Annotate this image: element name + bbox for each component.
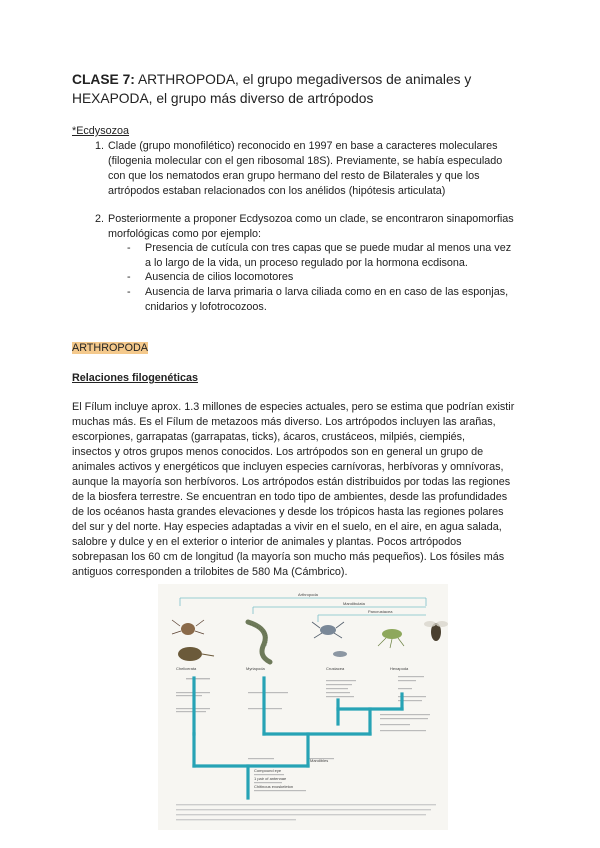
item-1-line: (filogenia molecular con el gen ribosomal 18S). Previamente, se había especulado: [108, 155, 503, 167]
item-1-number: 1.: [94, 140, 104, 152]
arthropoda-highlight: ARTHROPODA: [72, 342, 148, 354]
hexapoda-illustration: [378, 621, 448, 648]
item-1-text: [108, 139, 548, 199]
phylogeny-svg: [158, 584, 448, 830]
node-antennae: 1 pair of antennae: [254, 776, 287, 781]
label-pancrustacea: Pancrustacea: [368, 609, 393, 614]
label-arthropoda: Arthropoda: [298, 592, 318, 597]
paragraph-line: aunque la mayoría son herbívoros. Los artrópodos están distribuidos por todas las regiones: [72, 476, 511, 488]
bullet-dash: -: [127, 242, 131, 254]
relaciones-heading: Relaciones filogenéticas: [72, 372, 199, 384]
item-1-line: con que los nematodos eran grupo hermano del resto de Bilaterales y que los: [108, 170, 480, 182]
page-title: [72, 70, 542, 108]
paragraph-line: salobre y dulce y en el exterior o interior de animales y plantas. Pocos artrópodos: [72, 536, 462, 548]
bullet-3-line: Ausencia de larva primaria o larva ciliada como en en caso de las esponjas,: [145, 286, 509, 298]
bullet-1-line: a lo largo de la vida, un proceso regulado por la hormona ecdisona.: [145, 257, 468, 269]
paragraph-line: de la biosfera terrestre. Se encuentran en todo tipo de ambientes, desde las profundidades: [72, 491, 508, 503]
taxon-myriapoda: Myriapoda: [246, 666, 265, 671]
body-paragraph: [72, 400, 542, 580]
bullet-1-line: Presencia de cutícula con tres capas que se puede mudar al menos una vez: [145, 242, 512, 254]
bullet-2-line: Ausencia de cilios locomotores: [145, 271, 294, 283]
bullet-2: [145, 270, 545, 285]
tree-branches: [194, 678, 402, 798]
paragraph-line: antiguos corresponden a trilobites de 580 Ma (Cámbrico).: [72, 566, 348, 578]
paragraph-line: de los océanos hasta grandes elevaciones y desde los trópicos hasta las regiones polares: [72, 506, 504, 518]
item-2-line: Posteriormente a proponer Ecdysozoa como un clade, se encontraron sinapomorfias: [108, 213, 514, 225]
bullet-3-line: cnidarios y lofotrocozoos.: [145, 301, 267, 313]
item-1-line: Clade (grupo monofilético) reconocido en 1997 en base a caracteres moleculares: [108, 140, 498, 152]
item-2-text: [108, 212, 548, 242]
label-mandibulata: Mandibulata: [343, 601, 365, 606]
taxon-chelicerata: Chelicerata: [176, 666, 197, 671]
item-1-line: artrópodos estaban relacionados con los anélidos (hipótesis articulata): [108, 185, 446, 197]
paragraph-line: El Fílum incluye aprox. 1.3 millones de especies actuales, pero se estima que podrían existir: [72, 401, 515, 413]
node-mandibles: Mandibles: [310, 758, 329, 763]
node-exoskeleton: Chitinous exoskeleton: [254, 784, 294, 789]
node-compound-eye: Compound eye: [254, 768, 282, 773]
myriapoda-illustration: [248, 622, 270, 662]
bullet-1: [145, 241, 545, 271]
bullet-3: [145, 285, 545, 315]
taxon-hexapoda: Hexapoda: [390, 666, 409, 671]
taxon-crustacea: Crustacea: [326, 666, 345, 671]
paragraph-line: animales activos y energéticos que incluyen especies carnívoras, herbívoras y omnívoras,: [72, 461, 504, 473]
paragraph-line: insectos y otros grupos menos conocidos. Los artrópodos son en general un grupo de: [72, 446, 484, 458]
item-2-number: 2.: [94, 213, 104, 225]
section-label-arthropoda: [72, 341, 148, 356]
paragraph-line: sobrepasan los 60 cm de longitud (la mayoría son mucho más pequeños). Los fósiles más: [72, 551, 505, 563]
figure-caption: [176, 804, 436, 820]
bullet-dash: -: [127, 271, 131, 283]
phylogeny-figure: [158, 584, 448, 830]
title-bold: CLASE 7:: [72, 72, 135, 87]
paragraph-line: muchas más. Es el Fílum de metazoos más diverso. Los artrópodos incluyen las arañas,: [72, 416, 496, 428]
ecdysozoa-heading: *Ecdysozoa: [72, 125, 130, 137]
chelicerata-illustration: [172, 620, 214, 661]
title-line2: HEXAPODA, el grupo más diverso de artrópodos: [72, 91, 374, 106]
bullet-dash: -: [127, 286, 131, 298]
paragraph-line: escorpiones, garrapatas (garrapatas, ticks), ácaros, crustáceos, milpiés, ciempiés,: [72, 431, 466, 443]
title-line1: ARTHROPODA, el grupo megadiversos de animales y: [134, 72, 472, 87]
paragraph-line: del sur y del norte. Hay especies adaptadas a vivir en el suelo, en el aire, en agua salada,: [72, 521, 502, 533]
crustacea-illustration: [312, 622, 347, 657]
item-2-line: morfológicas como por ejemplo:: [108, 228, 262, 240]
